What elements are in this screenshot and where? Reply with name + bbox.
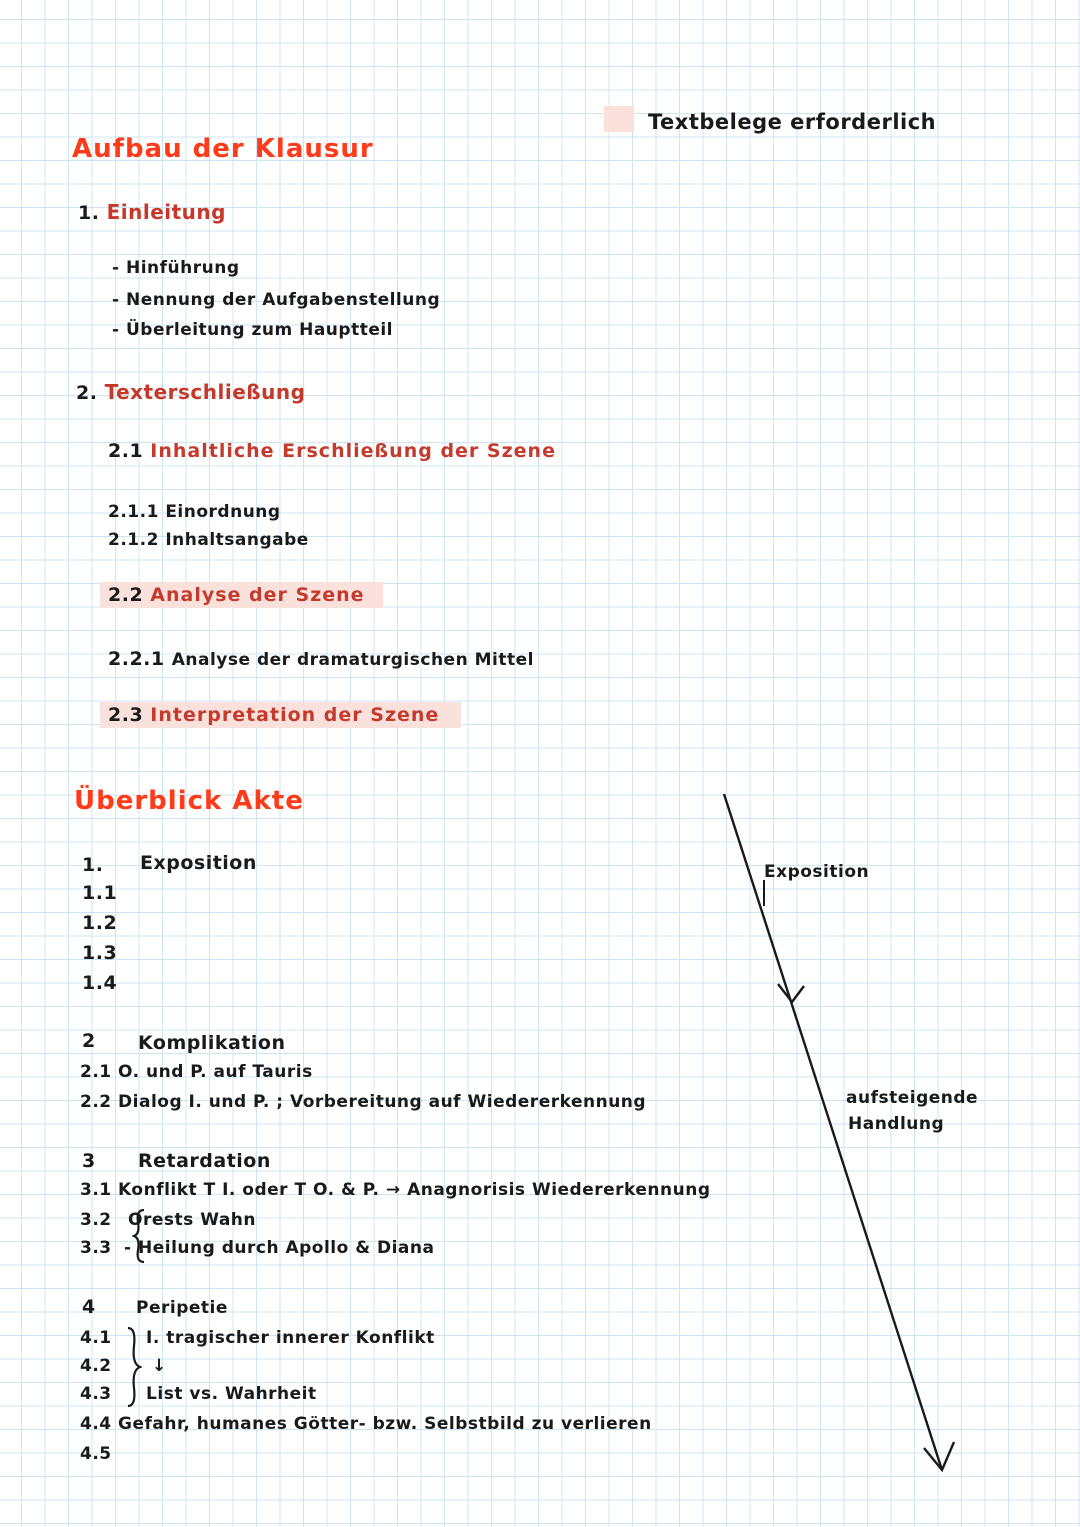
s1-item-3: - Überleitung zum Hauptteil — [112, 320, 394, 340]
section-2-2-1 — [108, 648, 534, 670]
ueberblick-title: Überblick Akte — [74, 786, 304, 816]
section-2-1 — [108, 440, 556, 462]
section-1-heading — [78, 200, 226, 224]
act-4-label: Peripetie — [136, 1298, 228, 1318]
act-2-1: 2.1 O. und P. auf Tauris — [80, 1062, 313, 1082]
act-1-4: 1.4 — [82, 972, 118, 994]
aufbau-title: Aufbau der Klausur — [72, 134, 374, 164]
act-4-2-number: 4.2 — [80, 1356, 112, 1376]
act-4-4: 4.4 Gefahr, humanes Götter- bzw. Selbstbild zu verlieren — [80, 1414, 652, 1434]
section-2-1-2: 2.1.2 Inhaltsangabe — [108, 530, 309, 550]
act-4-1-number: 4.1 — [80, 1328, 112, 1348]
section-2-1-number: 2.1 — [108, 440, 144, 462]
s1-item-2: - Nennung der Aufgabenstellung — [112, 290, 441, 310]
act-1-2: 1.2 — [82, 912, 118, 934]
section-2-1-1: 2.1.1 Einordnung — [108, 502, 281, 522]
act-4-3 — [80, 1384, 317, 1404]
section-2-3-label: Interpretation der Szene — [150, 704, 440, 726]
act-4-5: 4.5 — [80, 1444, 112, 1464]
legend-swatch — [604, 106, 634, 132]
act-3-2-number: 3.2 — [80, 1210, 112, 1230]
section-2-3-number: 2.3 — [108, 704, 144, 726]
act-4-1-label: I. tragischer innerer Konflikt — [146, 1328, 435, 1348]
act-3-3-label: - Heilung durch Apollo & Diana — [124, 1238, 435, 1258]
act-2-number: 2 — [82, 1030, 96, 1052]
bracket-4-1-4-3 — [124, 1326, 142, 1408]
act-3-2-label: Orests Wahn — [128, 1210, 257, 1230]
s1-item-1: - Hinführung — [112, 258, 240, 278]
side-label-handlung: Handlung — [848, 1114, 945, 1134]
act-2-label: Komplikation — [138, 1032, 286, 1054]
act-1-label: Exposition — [140, 852, 257, 874]
section-1-label: Einleitung — [106, 200, 226, 224]
side-label-aufsteigende: aufsteigende — [846, 1088, 979, 1108]
act-3-label: Retardation — [138, 1150, 271, 1172]
section-2-1-label: Inhaltliche Erschließung der Szene — [150, 440, 556, 462]
section-2-label: Texterschließung — [104, 380, 306, 404]
section-2-3 — [100, 702, 461, 728]
side-label-exposition: Exposition — [764, 862, 870, 882]
section-2-2-number: 2.2 — [108, 584, 144, 606]
act-3-3-number: 3.3 — [80, 1238, 112, 1258]
section-2-2-label: Analyse der Szene — [150, 584, 365, 606]
act-1-1: 1.1 — [82, 882, 118, 904]
section-1-number: 1. — [78, 202, 100, 224]
legend-label: Textbelege erforderlich — [648, 110, 937, 134]
section-2-number: 2. — [76, 382, 98, 404]
act-4-2-label: ↓ — [152, 1356, 167, 1376]
bracket-3-2-3-3 — [132, 1208, 148, 1264]
act-4-3-number: 4.3 — [80, 1384, 112, 1404]
act-2-2: 2.2 Dialog I. und P. ; Vorbereitung auf Wiedererkennung — [80, 1092, 647, 1112]
act-1-number: 1. — [82, 854, 104, 876]
act-3-number: 3 — [82, 1150, 96, 1172]
grid-margin — [68, 66, 69, 1527]
act-3-1: 3.1 Konflikt T I. oder T O. & P. → Anagnorisis Wiedererkennung — [80, 1180, 711, 1200]
act-1-3: 1.3 — [82, 942, 118, 964]
act-4-3-label: List vs. Wahrheit — [146, 1384, 317, 1404]
section-2-heading — [76, 380, 305, 404]
section-2-2-1-label: Analyse der dramaturgischen Mittel — [171, 650, 534, 670]
section-2-2 — [100, 582, 383, 608]
section-2-2-1-number: 2.2.1 — [108, 648, 165, 670]
act-4-number: 4 — [82, 1296, 96, 1318]
act-3-2 — [80, 1210, 256, 1230]
